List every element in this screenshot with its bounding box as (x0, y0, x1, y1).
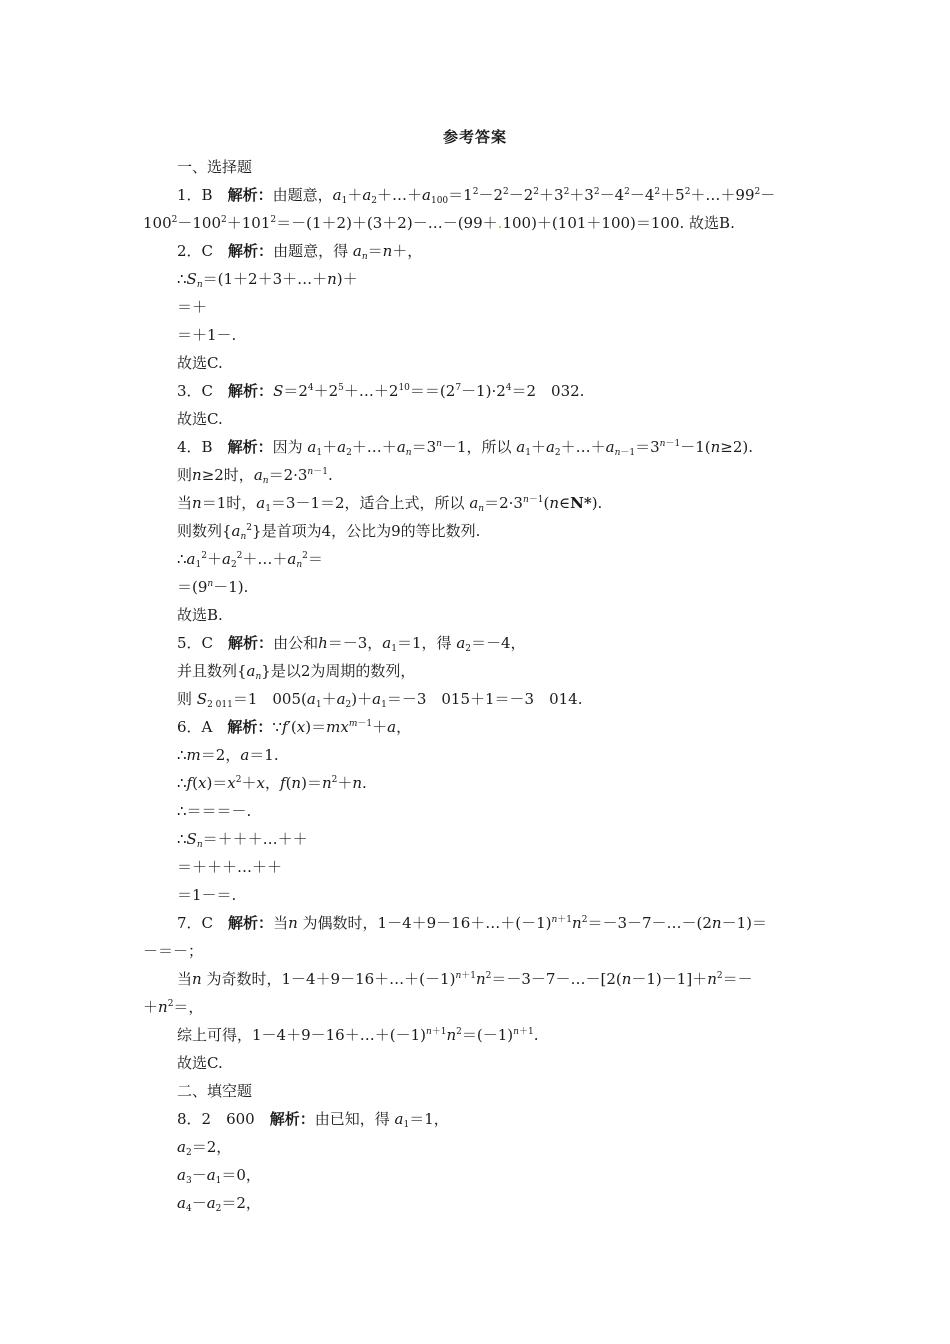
q5-line-3: 则 $S_{2 011}=1$ $005(a_1+a_2)+a_1=-3$ 015＋1＝－3 014. (177, 690, 583, 710)
page-title: 参考答案 (442, 128, 507, 146)
q4-line-2: 则n≥2时，$a_n=2\cdot 3^{n-1}$. (177, 466, 333, 486)
q1-line-2: $100^2-100^2+101^2=-(1+2)+(3+2)-\dots-(99+.100)+(101+100)=100$. 故选B. (143, 214, 735, 232)
q6-line-1: 6．A 解析：$\because f'(x)=mx^{m-1}+a$， (177, 718, 412, 736)
q8-line-4: $a_4-a_2=2$， (177, 1194, 261, 1214)
q7-line-6: 故选C. (177, 1054, 223, 1072)
section-choice: 一、选择题 (177, 158, 253, 176)
q4-line-3: 当n＝1时，$a_1=3-1=2$，适合上式，所以 $a_n=2\cdot 3^{n-1}(n\in N*)$. (177, 494, 603, 514)
q6-line-6: ＝＋＋＋…＋＋ (177, 858, 283, 876)
q6-line-4: ∴＝＝＝－. (177, 802, 252, 820)
q4-line-6: $=(9^n-1)$. (177, 578, 249, 596)
q2-line-1: 2．C 解析：由题意，得 $a_n=n+$， (177, 242, 423, 262)
q4-line-1: 4．B 解析：因为 $a_1+a_2+\dots+a_n=3^n-1$，所以 $a_1+a_2+\dots+a_{n-1}=3^{n-1}-1(n\ge 2)$. (177, 438, 754, 458)
q3-line-1: 3．C 解析：$S=2^4+2^5+\dots+2^{10}==(2^7-1)\cdot 2^4=2$ 032. (177, 382, 585, 400)
q7-line-3: 当n 为奇数时，$1-4+9-16+\dots+(-1)^{n+1}n^2=-3-7-\dots-[2(n-1)-1]+n^2=-$ (177, 970, 753, 988)
q2-line-4: ＝＋1－. (177, 326, 237, 344)
q4-line-5: $\therefore a_1^2+a_2^2+\dots+a_n^2=$ (177, 550, 323, 570)
q6-line-7: ＝1－＝. (177, 886, 237, 904)
q8-line-3: $a_3-a_1=0$， (177, 1166, 261, 1186)
section-fill: 二、填空题 (177, 1082, 253, 1100)
q1-head: 1．B (177, 186, 213, 204)
q4-line-7: 故选B. (177, 606, 223, 624)
yellow-dot: . (497, 214, 503, 232)
q2-line-3: ＝＋ (177, 298, 208, 316)
q8-line-1: 8．2 600 解析：由已知，得 $a_1=1$， (177, 1110, 449, 1130)
q6-line-5: $\therefore S_n=+++\dots++$ (177, 830, 308, 850)
q7-line-5: 综上可得，$1-4+9-16+\dots+(-1)^{n+1}n^2=(-1)^{n+1}$. (177, 1026, 539, 1044)
q1-line-1: 1．B 解析：由题意，$a_1+a_2+\dots+a_{100}=1^2-2^2-2^2+3^2+3^2-4^2-4^2+5^2+\dots+99^2-$ (177, 186, 776, 206)
q8-line-2: $a_2=2$， (177, 1138, 232, 1158)
q7-line-2: －＝－； (143, 942, 204, 960)
q2-line-2: $\therefore S_n=(1+2+3+\dots+n)+$ (177, 270, 358, 290)
q5-line-2: 并且数列$\{a_n\}$是以2为周期的数列， (177, 662, 416, 682)
q5-line-1: 5．C 解析：由公和h＝－3，$a_1=1$，得 $a_2=-4$， (177, 634, 526, 654)
q7-line-4: $+n^2=$， (143, 998, 204, 1016)
q7-line-1: 7．C 解析：当n 为偶数时，$1-4+9-16+\dots+(-1)^{n+1}n^2=-3-7-\dots-(2n-1)=$ (177, 914, 767, 932)
analysis-label: 解析： (227, 186, 273, 204)
q3-line-2: 故选C. (177, 410, 223, 428)
q2-line-5: 故选C. (177, 354, 223, 372)
q6-line-2: ∴m＝2，a＝1. (177, 746, 279, 764)
q6-line-3: $\therefore f(x)=x^2+x$，$f(n)=n^2+n$. (177, 774, 367, 792)
q4-line-4: 则数列$\{a_n^2\}$是首项为4，公比为9的等比数列. (177, 522, 481, 542)
